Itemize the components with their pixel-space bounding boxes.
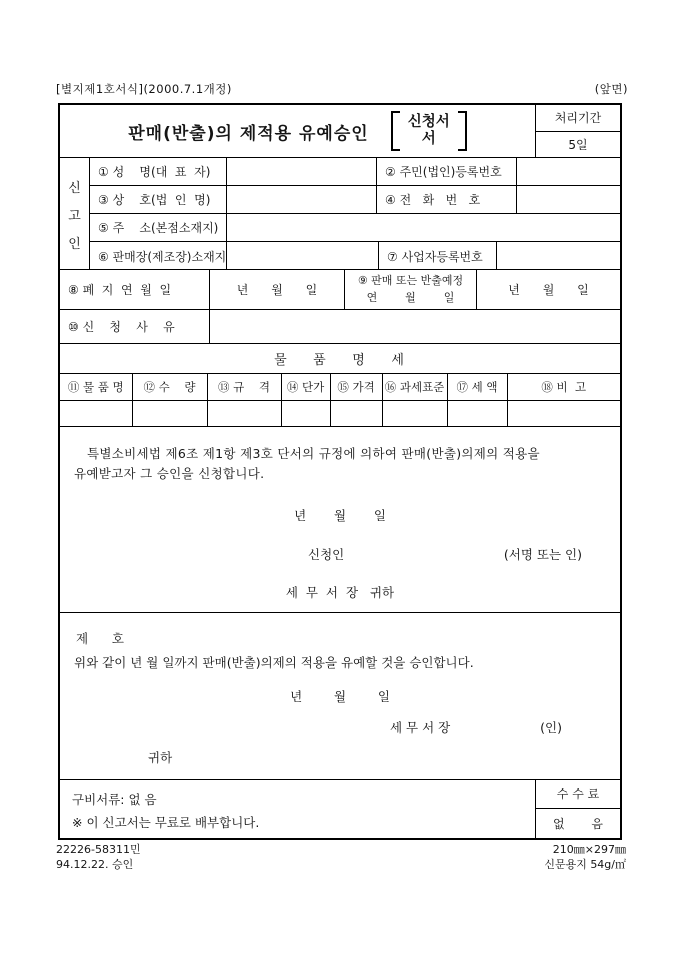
col-spec: ⑬ 규 격 (207, 374, 281, 400)
item-cell (507, 400, 620, 426)
item-cell (281, 400, 330, 426)
official-seal-label: (인) (540, 719, 562, 735)
goods-empty-row (60, 400, 620, 426)
tax-office-head-label: 세 무 서 장 (390, 719, 451, 735)
fee-value: 없 음 (553, 816, 603, 831)
fee-label: 수 수 료 (536, 780, 620, 810)
abolition-date-blank: 년 월 일 (210, 270, 345, 309)
trade-name-blank (227, 186, 377, 213)
reason-row (60, 310, 620, 344)
required-docs-cell (60, 780, 535, 838)
form-frame (58, 103, 622, 840)
name-label: ① 성 명(대 표 자) (90, 158, 227, 185)
form-reference: [별지제1호서식](2000.7.1개정) (56, 82, 232, 96)
col-remarks: ⑱ 비 고 (507, 374, 620, 400)
name-blank (227, 158, 377, 185)
item-cell (330, 400, 382, 426)
form-code-block (56, 843, 141, 873)
page-side-label: (앞면) (594, 82, 628, 96)
approval-recipient: 귀하 (148, 749, 173, 765)
application-reason-label: ⑩ 신 청 사 유 (60, 310, 210, 343)
form-code-line1: 22226-58311민 (56, 843, 141, 856)
approval-doc-number: 제 호 (76, 630, 124, 646)
paper-type: 신문용지 54g/㎡ (544, 857, 626, 871)
page-footer (56, 843, 626, 873)
address-blank (227, 214, 620, 241)
title-cell (60, 105, 535, 157)
item-cell (382, 400, 447, 426)
item-cell (132, 400, 207, 426)
address-label: ⑤ 주 소(본점소재지) (90, 214, 227, 241)
processing-time-box (535, 105, 620, 157)
free-distribution-note: ※ 이 신고서는 무료로 배부합니다. (72, 815, 260, 831)
bracket-option-application: 신청서 (407, 113, 450, 130)
approval-date-line: 년 월 일 (290, 688, 390, 704)
paper-size: 210㎜×297㎜ (552, 843, 626, 856)
expected-date-label-line2: 연 월 일 (366, 290, 455, 304)
abolition-date-label: ⑧ 폐 지 연 월 일 (60, 270, 210, 309)
item-cell (207, 400, 281, 426)
item-cell (447, 400, 507, 426)
application-signature-row (60, 545, 620, 563)
applicant-row-2 (90, 186, 620, 214)
processing-time-value: 5일 (568, 137, 588, 152)
left-bracket-glyph (391, 111, 400, 151)
processing-time-label: 처리기간 (536, 105, 620, 132)
goods-header-row (60, 374, 620, 400)
bracket-option-certificate: 서 (421, 131, 436, 147)
applicant-row-3 (90, 214, 620, 242)
store-location-blank (227, 242, 379, 270)
side-char: 신 (68, 180, 81, 196)
application-statement-text: 특별소비세법 제6조 제1항 제3호 단서의 규정에 의하여 판매(반출)의제의 적용을 유예받고자 그 승인을 신청합니다. (74, 445, 540, 481)
signature-or-seal-label: (서명 또는 인) (503, 546, 582, 562)
business-no-blank (497, 242, 620, 270)
expected-date-label-line1: ⑨ 판매 또는 반출예정 (357, 274, 464, 287)
phone-blank (517, 186, 620, 213)
application-statement-section (60, 427, 620, 613)
required-docs-line: 구비서류: 없 음 (72, 791, 157, 807)
date-row (60, 270, 620, 310)
title-bracket (391, 111, 467, 151)
goods-table (60, 374, 620, 427)
col-price: ⑮ 가격 (330, 374, 382, 400)
applicant-side-label (60, 158, 90, 270)
applicant-section (60, 158, 620, 270)
approval-signature-row (60, 718, 620, 736)
applicant-row-1 (90, 158, 620, 186)
item-cell (60, 400, 132, 426)
applicant-signature-label: 신청인 (308, 546, 345, 562)
col-unit-price: ⑭ 단가 (281, 374, 330, 400)
col-quantity: ⑫ 수 량 (132, 374, 207, 400)
expected-date-label (345, 270, 477, 309)
phone-label: ④ 전 화 번 호 (377, 186, 517, 213)
goods-section-title: 물 품 명 세 (60, 344, 620, 374)
fees-section (60, 780, 620, 838)
right-bracket-glyph (458, 111, 467, 151)
col-tax-base: ⑯ 과세표준 (382, 374, 447, 400)
side-char: 고 (68, 208, 81, 224)
side-char: 인 (68, 236, 81, 252)
form-code-line2: 94.12.22. 승인 (56, 857, 134, 871)
approval-statement-text: 위와 같이 년 월 일까지 판매(반출)의제의 적용을 유예할 것을 승인합니다. (74, 654, 474, 670)
paper-spec-block (544, 843, 626, 873)
business-no-label: ⑦ 사업자등록번호 (379, 242, 497, 270)
title-row (60, 105, 620, 158)
store-location-label: ⑥ 판매장(제조장)소재지 (90, 242, 227, 270)
col-item-name: ⑪ 물 품 명 (60, 374, 132, 400)
approval-section (60, 613, 620, 780)
application-date-line: 년 월 일 (294, 507, 386, 523)
application-recipient: 세 무 서 장 귀하 (285, 584, 395, 600)
resident-no-blank (517, 158, 620, 185)
col-tax-amount: ⑰ 세 액 (447, 374, 507, 400)
page-top-line (56, 81, 628, 97)
expected-date-blank: 년 월 일 (508, 283, 589, 297)
resident-no-label: ② 주민(법인)등록번호 (377, 158, 517, 185)
applicant-row-4 (90, 242, 620, 270)
form-title: 판매(반출)의 제적용 유예승인 (128, 123, 369, 144)
fee-box (535, 780, 620, 838)
trade-name-label: ③ 상 호(법 인 명) (90, 186, 227, 213)
